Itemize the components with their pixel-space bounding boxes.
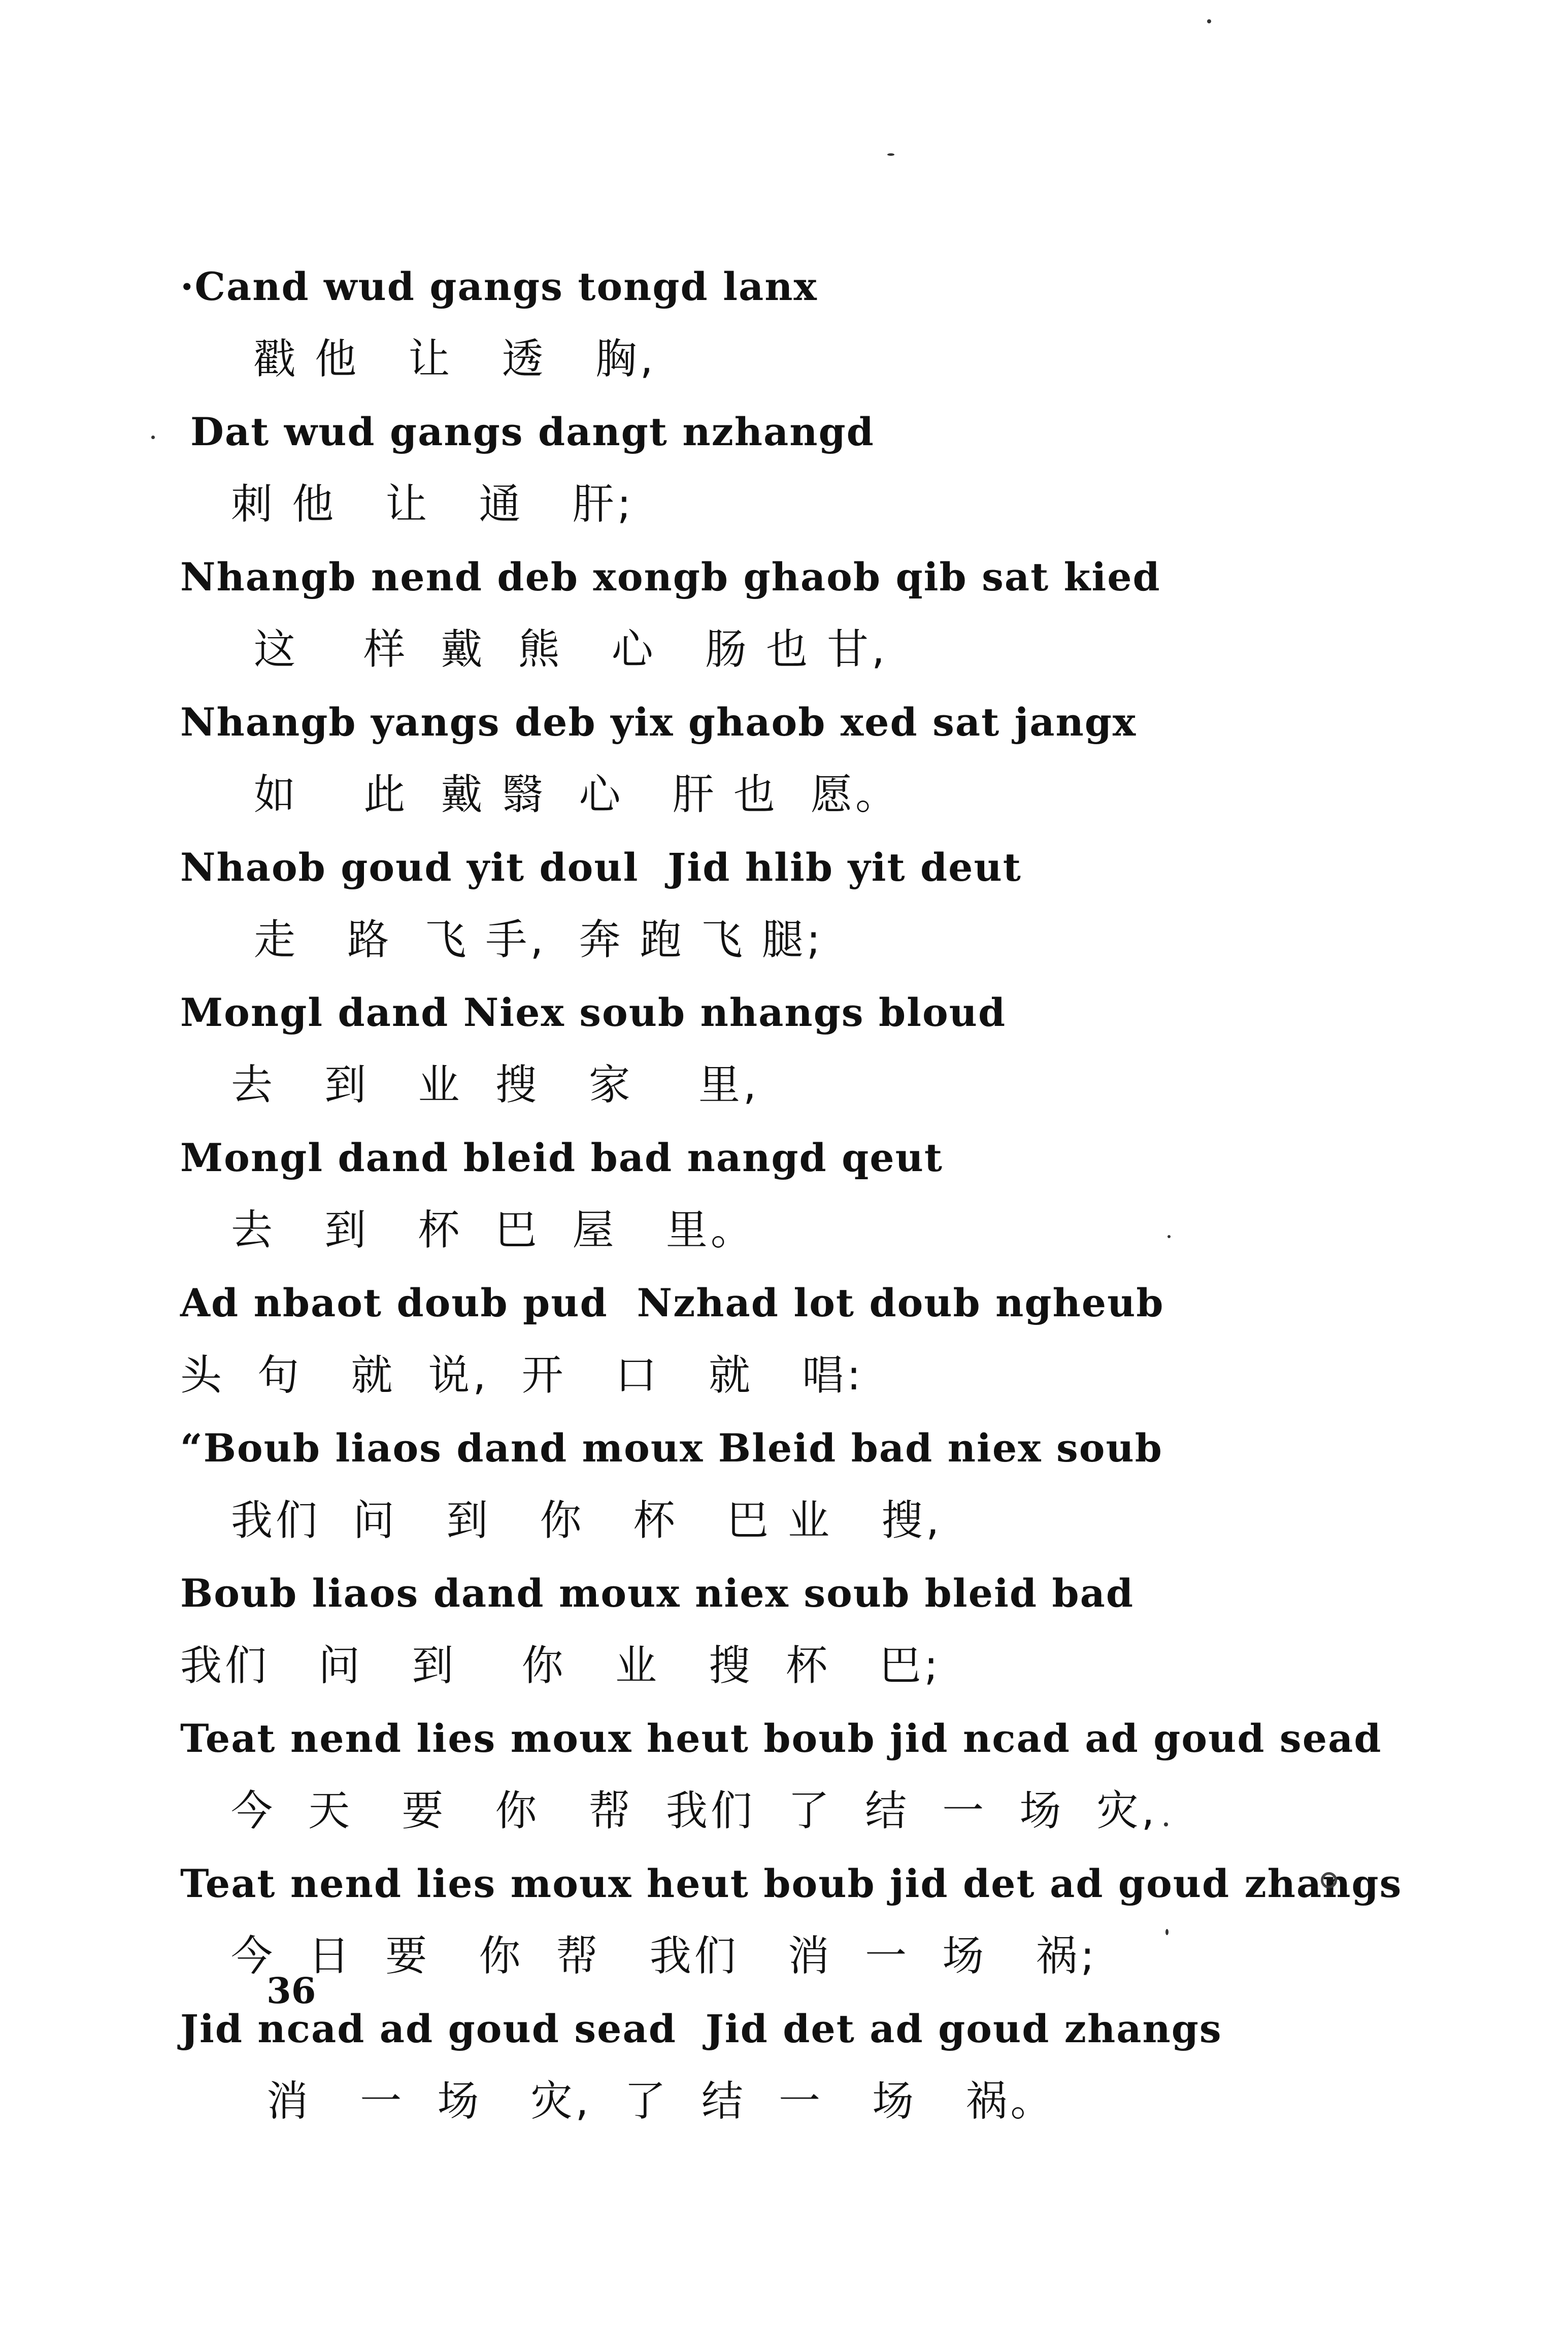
latin-line-6: Mongl dand Niex soub nhangs bloud (180, 990, 1007, 1035)
chinese-line-2: 刺 他 让 通 肝; (231, 480, 635, 528)
chinese-line-12: 今 日 要 你 帮 我们 消 一 场 祸; (231, 1932, 1098, 1980)
page-number: 36 (266, 1970, 316, 2012)
chinese-line-6: 去 到 业 搜 家 里, (231, 1061, 760, 1109)
scan-speck (887, 153, 894, 156)
latin-line-1: ·Cand wud gangs tongd lanx (180, 264, 818, 309)
latin-line-11: Teat nend lies moux heut boub jid ncad ad goud sead (180, 1716, 1382, 1761)
scan-speck (151, 436, 155, 439)
chinese-line-5: 走 路 飞 手, 奔 跑 飞 腿; (254, 916, 824, 964)
latin-line-9: “Boub liaos dand moux Bleid bad niex soub (180, 1425, 1163, 1471)
scan-ring-mark (1321, 1872, 1337, 1888)
latin-line-12: Teat nend lies moux heut boub jid det ad goud zhangs (180, 1861, 1403, 1906)
latin-line-3: Nhangb nend deb xongb ghaob qib sat kied (180, 554, 1161, 600)
latin-line-7: Mongl dand bleid bad nangd qeut (180, 1135, 943, 1180)
latin-line-13: Jid ncad ad goud sead Jid det ad goud zhangs (180, 2006, 1222, 2051)
chinese-line-9: 我们 问 到 你 杯 巴 业 搜, (231, 1496, 943, 1545)
chinese-line-8: 头 句 就 说, 开 口 就 唱: (180, 1351, 864, 1400)
chinese-line-4: 如 此 戴 翳 心 肝 也 愿。 (254, 771, 900, 819)
latin-line-8: Ad nbaot doub pud Nzhad lot doub ngheub (180, 1280, 1164, 1325)
chinese-line-10: 我们 问 到 你 业 搜 杯 巴; (180, 1642, 942, 1690)
scan-speck (1207, 19, 1211, 23)
chinese-line-3: 这 样 戴 熊 心 肠 也 甘, (254, 625, 888, 674)
chinese-line-7: 去 到 杯 巴 屋 里。 (231, 1206, 755, 1254)
chinese-line-11: 今 天 要 你 帮 我们 了 结 一 场 灾, (231, 1787, 1158, 1835)
chinese-line-1: 戳 他 让 透 胸, (254, 335, 656, 383)
latin-line-10: Boub liaos dand moux niex soub bleid bad (180, 1571, 1135, 1616)
chinese-line-13: 消 一 场 灾, 了 结 一 场 祸。 (266, 2077, 1055, 2125)
poem-text-block (180, 256, 1403, 2144)
latin-line-5: Nhaob goud yit doul Jid hlib yit deut (180, 845, 1022, 890)
scan-speck (1164, 1822, 1168, 1826)
latin-line-2: Dat wud gangs dangt nzhangd (190, 409, 875, 454)
scan-speck (1165, 1929, 1169, 1935)
scan-speck (1167, 1235, 1171, 1238)
latin-line-4: Nhangb yangs deb yix ghaob xed sat jangx (180, 700, 1137, 745)
